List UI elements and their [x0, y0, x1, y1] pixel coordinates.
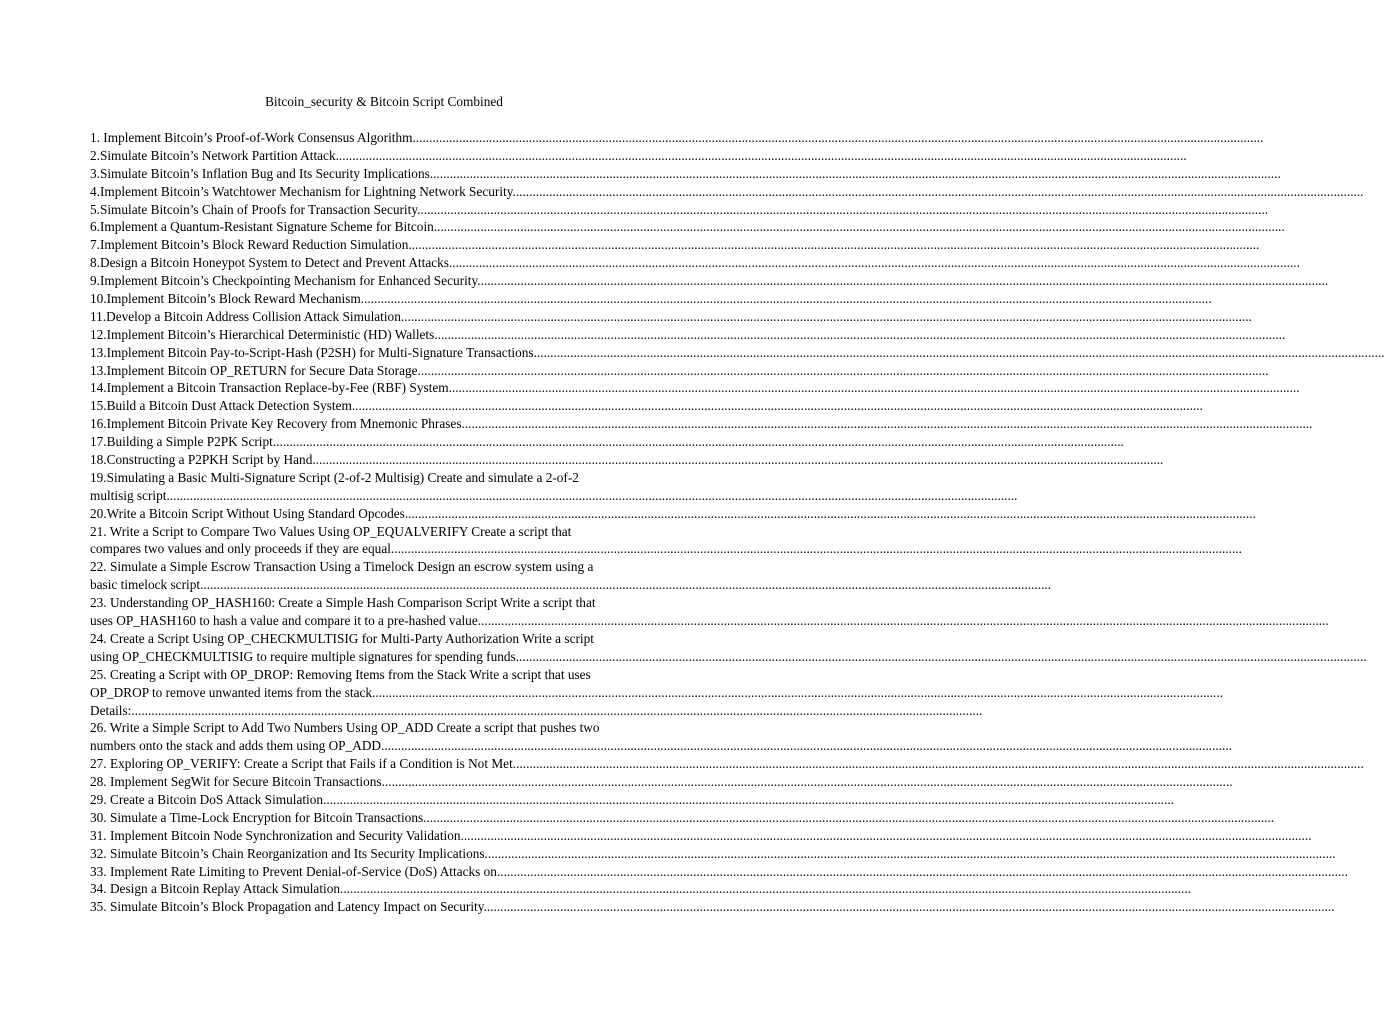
toc-dot-leader: ................................................................................................................................................................................................................................................................ — [477, 613, 1329, 629]
toc-entry[interactable] — [90, 863, 1348, 881]
toc-dot-leader: ................................................................................................................................................................................................................................................................ — [412, 130, 1264, 145]
toc-entry-line — [90, 630, 768, 648]
toc-entry-text: basic timelock script — [90, 577, 201, 593]
toc-entry-line — [90, 523, 768, 541]
toc-entry-line — [90, 594, 768, 612]
toc-entry[interactable] — [90, 809, 1275, 827]
toc-entry[interactable] — [90, 433, 1124, 451]
toc-dot-leader: ................................................................................................................................................................................................................................................................ — [417, 201, 1269, 217]
toc-entry[interactable] — [90, 827, 1312, 845]
toc-entry-line — [90, 183, 1364, 201]
toc-dot-leader: ................................................................................................................................................................................................................................................................ — [477, 273, 1329, 289]
toc-entry-line — [90, 165, 1281, 183]
toc-entry[interactable] — [90, 451, 1164, 469]
toc-entry-text: 25. Creating a Script with OP_DROP: Removing Items from the Stack Write a script that uses — [90, 666, 591, 682]
toc-entry-text: 34. Design a Bitcoin Replay Attack Simulation — [90, 881, 341, 897]
toc-entry-text: 2.Simulate Bitcoin’s Network Partition Attack — [90, 147, 336, 163]
toc-entry-line — [90, 576, 1052, 594]
toc-entry-line — [90, 505, 1256, 523]
toc-entry-text: 14.Implement a Bitcoin Transaction Replace-by-Fee (RBF) System — [90, 380, 449, 396]
toc-entry-text: 27. Exploring OP_VERIFY: Create a Script that Fails if a Condition is Not Met — [90, 756, 513, 772]
toc-entry-text: 21. Write a Script to Compare Two Values Using OP_EQUALVERIFY Create a script that — [90, 523, 572, 539]
toc-entry-line — [90, 469, 768, 487]
toc-entry-text: 29. Create a Bitcoin DoS Attack Simulation — [90, 791, 324, 807]
toc-entry-text: OP_DROP to remove unwanted items from the stack — [90, 684, 373, 700]
toc-entry-text: Details: — [90, 702, 132, 718]
toc-entry[interactable] — [90, 290, 1212, 308]
toc-entry-line — [90, 684, 1224, 702]
toc-entry[interactable] — [90, 236, 1260, 254]
toc-dot-leader: ................................................................................................................................................................................................................................................................ — [484, 845, 1336, 861]
toc-dot-leader: ................................................................................................................................................................................................................................................................ — [433, 219, 1285, 235]
toc-entry-line — [90, 326, 1286, 344]
toc-entry-text: 16.Implement Bitcoin Private Key Recovery from Mnemonic Phrases — [90, 416, 462, 432]
toc-entry[interactable] — [90, 326, 1286, 344]
toc-entry-text: 31. Implement Bitcoin Node Synchronization and Security Validation — [90, 827, 461, 843]
toc-entry-line — [90, 344, 1385, 362]
toc-dot-leader: ................................................................................................................................................................................................................................................................ — [351, 398, 1203, 414]
toc-entry[interactable] — [90, 469, 1018, 505]
toc-entry-line — [90, 272, 1329, 290]
toc-entry-line — [90, 129, 1264, 147]
toc-entry[interactable] — [90, 362, 1269, 380]
toc-entry-text: 6.Implement a Quantum-Resistant Signature Scheme for Bitcoin — [90, 219, 434, 235]
toc-entry-line — [90, 612, 1329, 630]
toc-dot-leader: ................................................................................................................................................................................................................................................................ — [434, 326, 1286, 342]
toc-entry-line — [90, 558, 768, 576]
toc-dot-leader: ................................................................................................................................................................................................................................................................ — [515, 648, 1367, 664]
toc-entry-text: 3.Simulate Bitcoin’s Inflation Bug and Its Security Implications — [90, 165, 430, 181]
toc-entry[interactable] — [90, 594, 1329, 630]
toc-entry[interactable] — [90, 666, 1224, 702]
toc-entry[interactable] — [90, 773, 1233, 791]
toc-entry-line — [90, 201, 1269, 219]
toc-entry-line — [90, 648, 1367, 666]
toc-entry[interactable] — [90, 201, 1269, 219]
toc-entry-line — [90, 254, 1300, 272]
toc-entry[interactable] — [90, 129, 1264, 147]
toc-entry-text: 33. Implement Rate Limiting to Prevent Denial-of-Service (DoS) Attacks on — [90, 863, 497, 879]
toc-entry-line — [90, 702, 983, 720]
toc-entry-text: uses OP_HASH160 to hash a value and compare it to a pre-hashed value — [90, 613, 478, 629]
toc-dot-leader: ................................................................................................................................................................................................................................................................ — [372, 684, 1224, 700]
toc-entry-text: 18.Constructing a P2PKH Script by Hand — [90, 452, 313, 468]
toc-dot-leader: ................................................................................................................................................................................................................................................................ — [166, 487, 1018, 503]
toc-entry-text: 22. Simulate a Simple Escrow Transaction Using a Timelock Design an escrow system using a — [90, 559, 594, 575]
toc-entry-line — [90, 236, 1260, 254]
toc-dot-leader: ................................................................................................................................................................................................................................................................ — [404, 505, 1256, 521]
toc-dot-leader: ................................................................................................................................................................................................................................................................ — [323, 791, 1175, 807]
toc-dot-leader: ................................................................................................................................................................................................................................................................ — [448, 255, 1300, 271]
toc-entry[interactable] — [90, 719, 1233, 755]
toc-dot-leader: ................................................................................................................................................................................................................................................................ — [272, 434, 1124, 450]
toc-entry-text: 28. Implement SegWit for Secure Bitcoin Transactions — [90, 774, 382, 790]
toc-entry-line — [90, 379, 1300, 397]
toc-entry[interactable] — [90, 397, 1203, 415]
toc-entry-line — [90, 308, 1252, 326]
toc-entry-line — [90, 863, 1348, 881]
toc-entry-text: 23. Understanding OP_HASH160: Create a Simple Hash Comparison Script Write a script that — [90, 595, 596, 611]
toc-entry-text: 10.Implement Bitcoin’s Block Reward Mechanism — [90, 291, 361, 307]
toc-entry-line — [90, 666, 768, 684]
toc-dot-leader: ................................................................................................................................................................................................................................................................ — [200, 577, 1052, 593]
toc-dot-leader: ................................................................................................................................................................................................................................................................ — [312, 452, 1164, 468]
toc-entry-text: 4.Implement Bitcoin’s Watchtower Mechanism for Lightning Network Security — [90, 183, 513, 199]
toc-entry-line — [90, 845, 1336, 863]
toc-entry-text: 20.Write a Bitcoin Script Without Using Standard Opcodes — [90, 505, 405, 521]
toc-entry-text: 30. Simulate a Time-Lock Encryption for Bitcoin Transactions — [90, 809, 424, 825]
toc-dot-leader: ................................................................................................................................................................................................................................................................ — [408, 237, 1260, 253]
toc-entry[interactable] — [90, 755, 1364, 773]
toc-entry-text: 9.Implement Bitcoin’s Checkpointing Mechanism for Enhanced Security — [90, 273, 478, 289]
toc-dot-leader: ................................................................................................................................................................................................................................................................ — [448, 380, 1300, 396]
toc-entry-text: 15.Build a Bitcoin Dust Attack Detection System — [90, 398, 352, 414]
toc-dot-leader: ................................................................................................................................................................................................................................................................ — [381, 774, 1233, 790]
toc-entry-line — [90, 755, 1364, 773]
toc-entry[interactable] — [90, 272, 1329, 290]
toc-entry-line — [90, 397, 1203, 415]
toc-entry[interactable] — [90, 845, 1336, 863]
toc-dot-leader: ................................................................................................................................................................................................................................................................ — [390, 541, 1242, 557]
toc-entry-text: 26. Write a Simple Script to Add Two Numbers Using OP_ADD Create a script that pushes two — [90, 720, 600, 736]
toc-entry-line — [90, 362, 1269, 380]
toc-entry-line — [90, 487, 1018, 505]
toc-entry[interactable] — [90, 898, 1335, 916]
toc-entry-line — [90, 791, 1175, 809]
toc-dot-leader: ................................................................................................................................................................................................................................................................ — [512, 183, 1364, 199]
toc-entry-text: compares two values and only proceeds if they are equal — [90, 541, 391, 557]
toc-entry-line — [90, 290, 1212, 308]
toc-entry-line — [90, 451, 1164, 469]
toc-entry-line — [90, 809, 1275, 827]
toc-entry[interactable] — [90, 558, 1052, 594]
toc-entry-text: 1. Implement Bitcoin’s Proof-of-Work Consensus Algorithm — [90, 130, 413, 145]
toc-entry[interactable] — [90, 344, 1385, 362]
toc-dot-leader: ................................................................................................................................................................................................................................................................ — [340, 881, 1192, 897]
document-title: Bitcoin_security & Bitcoin Script Combined — [265, 94, 503, 109]
toc-entry[interactable] — [90, 147, 1187, 165]
toc-entry-line — [90, 218, 1285, 236]
toc-entry[interactable] — [90, 415, 1313, 433]
toc-entry[interactable] — [90, 183, 1364, 201]
toc-entry-text: 32. Simulate Bitcoin’s Chain Reorganization and Its Security Implications — [90, 845, 485, 861]
toc-entry[interactable] — [90, 165, 1281, 183]
toc-entry-text: 7.Implement Bitcoin’s Block Reward Reduction Simulation — [90, 237, 409, 253]
toc-entry-text: 19.Simulating a Basic Multi-Signature Script (2-of-2 Multisig) Create and simulate a 2-of-2 — [90, 469, 579, 485]
toc-entry-text: 17.Building a Simple P2PK Script — [90, 434, 273, 450]
toc-entry[interactable] — [90, 523, 1242, 559]
toc-entry-text: 35. Simulate Bitcoin’s Block Propagation and Latency Impact on Security — [90, 899, 484, 915]
toc-entry[interactable] — [90, 791, 1175, 809]
table-of-contents — [90, 129, 1385, 916]
toc-dot-leader: ................................................................................................................................................................................................................................................................ — [429, 165, 1281, 181]
toc-dot-leader: ................................................................................................................................................................................................................................................................ — [460, 827, 1312, 843]
toc-entry-text: 5.Simulate Bitcoin’s Chain of Proofs for Transaction Security — [90, 201, 418, 217]
toc-dot-leader: ................................................................................................................................................................................................................................................................ — [533, 344, 1385, 360]
toc-entry-line — [90, 737, 1233, 755]
toc-dot-leader: ................................................................................................................................................................................................................................................................ — [496, 863, 1348, 879]
toc-entry[interactable] — [90, 505, 1256, 523]
toc-dot-leader: ................................................................................................................................................................................................................................................................ — [417, 362, 1269, 378]
toc-entry-text: multisig script — [90, 487, 167, 503]
toc-entry[interactable] — [90, 880, 1192, 898]
toc-entry-text: using OP_CHECKMULTISIG to require multiple signatures for spending funds — [90, 648, 516, 664]
toc-entry-line — [90, 898, 1335, 916]
toc-dot-leader: ................................................................................................................................................................................................................................................................ — [461, 416, 1313, 432]
toc-entry-line — [90, 773, 1233, 791]
toc-entry-text: 8.Design a Bitcoin Honeypot System to Detect and Prevent Attacks — [90, 255, 449, 271]
toc-entry[interactable] — [90, 308, 1252, 326]
toc-entry-text: 13.Implement Bitcoin Pay-to-Script-Hash (P2SH) for Multi-Signature Transactions — [90, 344, 534, 360]
toc-entry-line — [90, 540, 1242, 558]
toc-entry-line — [90, 880, 1192, 898]
toc-dot-leader: ................................................................................................................................................................................................................................................................ — [512, 756, 1364, 772]
toc-entry-text: 13.Implement Bitcoin OP_RETURN for Secure Data Storage — [90, 362, 418, 378]
toc-entry-line — [90, 719, 768, 737]
toc-entry-line — [90, 827, 1312, 845]
toc-entry-text: numbers onto the stack and adds them using OP_ADD — [90, 738, 382, 754]
toc-entry-text: 11.Develop a Bitcoin Address Collision Attack Simulation — [90, 308, 401, 324]
toc-entry-text: 24. Create a Script Using OP_CHECKMULTISIG for Multi-Party Authorization Write a script — [90, 630, 594, 646]
toc-entry[interactable] — [90, 702, 983, 720]
toc-entry-text: 12.Implement Bitcoin’s Hierarchical Deterministic (HD) Wallets — [90, 326, 435, 342]
toc-dot-leader: ................................................................................................................................................................................................................................................................ — [400, 308, 1252, 324]
toc-entry[interactable] — [90, 254, 1300, 272]
toc-dot-leader: ................................................................................................................................................................................................................................................................ — [423, 809, 1275, 825]
toc-dot-leader: ................................................................................................................................................................................................................................................................ — [335, 147, 1187, 163]
toc-entry[interactable] — [90, 630, 1367, 666]
toc-dot-leader: ................................................................................................................................................................................................................................................................ — [360, 291, 1212, 307]
toc-dot-leader: ................................................................................................................................................................................................................................................................ — [483, 899, 1335, 915]
toc-entry-line — [90, 415, 1313, 433]
toc-entry[interactable] — [90, 379, 1300, 397]
toc-entry[interactable] — [90, 218, 1285, 236]
toc-dot-leader: ................................................................................................................................................................................................................................................................ — [381, 738, 1233, 754]
toc-entry-line — [90, 147, 1187, 165]
toc-entry-line — [90, 433, 1124, 451]
toc-dot-leader: ................................................................................................................................................................................................................................................................ — [131, 702, 983, 718]
